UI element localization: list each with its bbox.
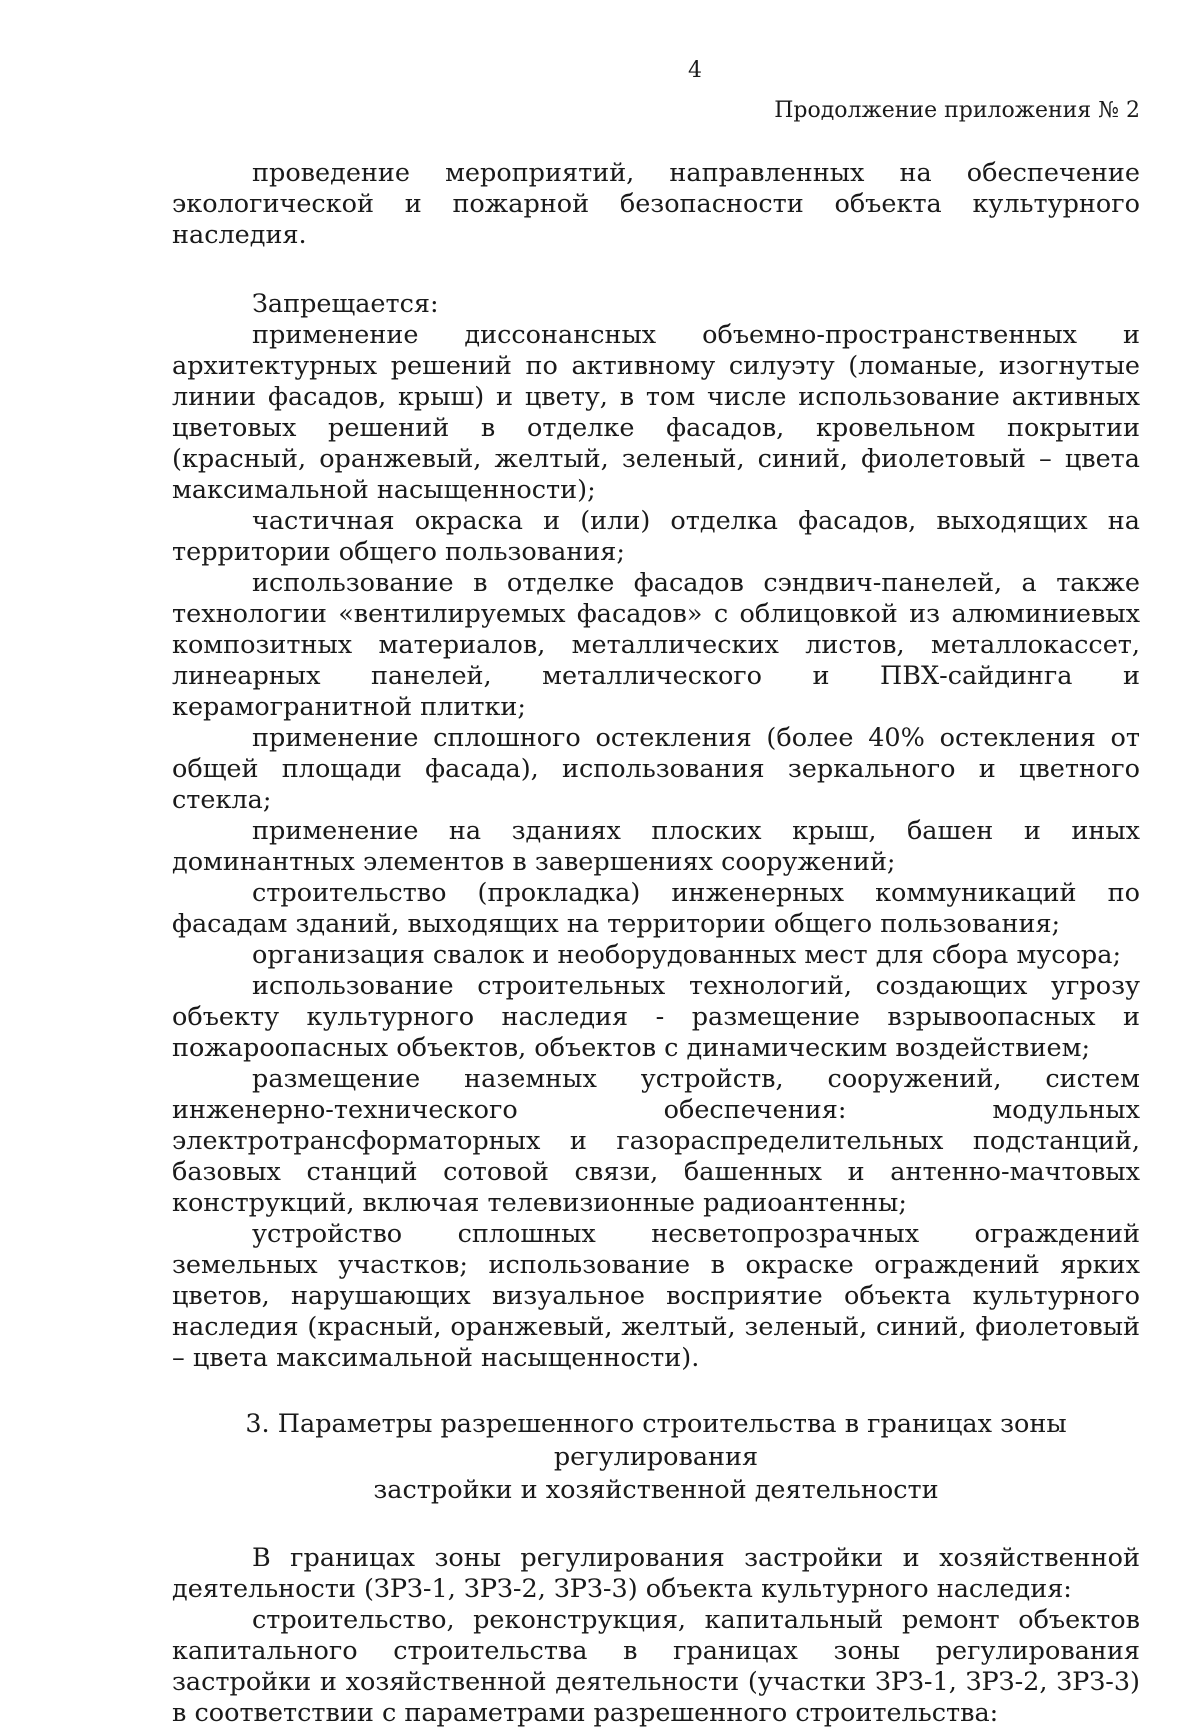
prohibited-item: строительство (прокладка) инженерных коммуникаций по фасадам зданий, выходящих на территории общего пользования; xyxy=(172,878,1140,939)
prohibited-title: Запрещается: xyxy=(252,289,439,319)
page-number: 4 xyxy=(688,58,702,83)
prohibited-item: устройство сплошных несветопрозрачных ограждений земельных участков; использование в окраске ограждений ярких цветов, нарушающих визуальное восприятие объекта культурного наследия (красный, оранжевый, желтый, зеленый, синий, фиолетовый – цвета максимальной насыщенности). xyxy=(172,1219,1140,1373)
prohibited-item: применение диссонансных объемно-пространственных и архитектурных решений по активному силуэту (ломаные, изогнутые линии фасадов, крыш) и цвету, в том числе использование активных цветовых решений в отделке фасадов, кровельном покрытии (красный, оранжевый, желтый, зеленый, синий, фиолетовый – цвета максимальной насыщенности); xyxy=(172,320,1140,505)
prohibited-item: размещение наземных устройств, сооружений, систем инженерно-технического обеспечения: модульных электротрансформаторных и газораспределительных подстанций, базовых станций сотовой связи, башенных и антенно-мачтовых конструкций, включая телевизионные радиоантенны; xyxy=(172,1064,1140,1218)
prohibited-item: частичная окраска и (или) отделка фасадов, выходящих на территории общего пользования; xyxy=(172,506,1140,567)
prohibited-item: применение сплошного остекления (более 40% остекления от общей площади фасада), использования зеркального и цветного стекла; xyxy=(172,723,1140,815)
intro-paragraph: проведение мероприятий, направленных на обеспечение экологической и пожарной безопасности объекта культурного наследия. xyxy=(172,158,1140,250)
document-body xyxy=(172,158,1140,1729)
appendix-note: Продолжение приложения № 2 xyxy=(774,98,1140,123)
section-heading xyxy=(172,1408,1140,1507)
section-heading-line: 3. Параметры разрешенного строительства в границах зоны регулирования xyxy=(245,1409,1067,1472)
section-paragraph: строительство, реконструкция, капитальный ремонт объектов капитального строительства в границах зоны регулирования застройки и хозяйственной деятельности (участки ЗРЗ-1, ЗРЗ-2, ЗРЗ-3) в соответствии с параметрами разрешенного строительства: xyxy=(172,1605,1140,1728)
section-heading-line: застройки и хозяйственной деятельности xyxy=(373,1475,939,1505)
prohibited-item: использование в отделке фасадов сэндвич-панелей, а также технологии «вентилируемых фасадов» с облицовкой из алюминиевых композитных материалов, металлических листов, металлокассет, линеарных панелей, металлического и ПВХ-сайдинга и керамогранитной плитки; xyxy=(172,568,1140,722)
prohibited-item: использование строительных технологий, создающих угрозу объекту культурного наследия - размещение взрывоопасных и пожароопасных объектов, объектов с динамическим воздействием; xyxy=(172,971,1140,1063)
prohibited-item: применение на зданиях плоских крыш, башен и иных доминантных элементов в завершениях сооружений; xyxy=(172,816,1140,877)
section-paragraph: В границах зоны регулирования застройки и хозяйственной деятельности (ЗРЗ-1, ЗРЗ-2, ЗРЗ-3) объекта культурного наследия: xyxy=(172,1543,1140,1604)
prohibited-item: организация свалок и необорудованных мест для сбора мусора; xyxy=(252,940,1122,970)
